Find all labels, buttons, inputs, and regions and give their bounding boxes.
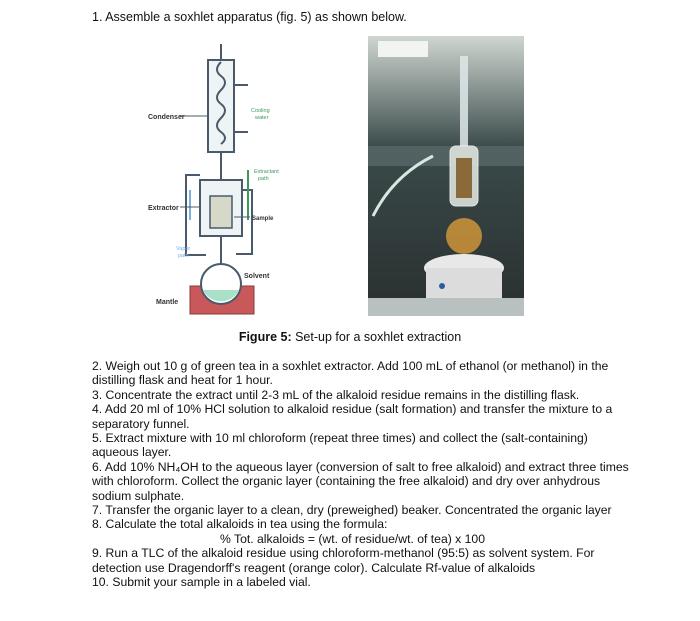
photo-control-knob — [439, 283, 445, 289]
label-condenser: Condenser — [148, 114, 185, 121]
step-6: 6. Add 10% NH₄OH to the aqueous layer (conversion of salt to free alkaloid) and extract three times with chloroform. Collect the organic layer (containing the free alkaloid) and dry over anhydrous sodium sulphate. — [92, 459, 629, 503]
photo-tea-sample — [456, 158, 472, 198]
sample-thimble — [210, 196, 232, 228]
label-mantle: Mantle — [156, 299, 179, 306]
condenser-shape — [208, 60, 234, 152]
apparatus-photo — [368, 36, 524, 316]
label-extractant-path: Extractant — [254, 169, 279, 175]
figure-label: Figure 5: — [238, 330, 292, 344]
photo-bench — [368, 298, 524, 316]
step-8: 8. Calculate the total alkaloids in tea using the formula: — [92, 517, 388, 532]
window-band — [368, 146, 524, 166]
step-5: 5. Extract mixture with 10 ml chloroform (repeat three times) and collect the (salt-containing) aqueous layer. — [92, 431, 588, 460]
label-vapor-path-2: path — [178, 253, 189, 259]
label-vapor-path: Vapor — [176, 246, 191, 252]
step-4: 4. Add 20 ml of 10% HCl solution to alkaloid residue (salt formation) and transfer the mixture to a separatory funnel. — [92, 402, 613, 431]
soxhlet-diagram — [148, 40, 348, 320]
step-3: 3. Concentrate the extract until 2-3 mL of the alkaloid residue remains in the distilling flask. — [92, 387, 580, 402]
label-cooling-water-2: water — [255, 115, 269, 121]
ceiling-light — [378, 41, 428, 57]
step-7: 7. Transfer the organic layer to a clean, dry (preweighed) beaker. Concentrated the organic layer — [92, 503, 612, 518]
step-10: 10. Submit your sample in a labeled vial. — [92, 575, 311, 590]
step-2: 2. Weigh out 10 g of green tea in a soxhlet extractor. Add 100 mL of ethanol (or methanol) in the distilling flask and heat for 1 hour. — [92, 359, 609, 388]
photo-mantle-base — [426, 268, 502, 298]
procedure-steps — [92, 359, 632, 590]
label-extractor: Extractor — [148, 205, 179, 212]
photo-condenser — [460, 56, 468, 146]
label-cooling-water: Cooling — [251, 108, 270, 114]
step-1-text: 1. Assemble a soxhlet apparatus (fig. 5) as shown below. — [92, 10, 407, 24]
label-extractant-path-2: path — [258, 176, 269, 182]
photo-flask — [446, 218, 482, 254]
step-9: 9. Run a TLC of the alkaloid residue using chloroform-methanol (95:5) as solvent system. For detection use Dragendorff's reagent (orange color). Calculate Rf-value of alkaloids — [92, 546, 595, 575]
label-solvent: Solvent — [244, 273, 270, 280]
alkaloid-formula: % Tot. alkaloids = (wt. of residue/wt. of tea) x 100 — [220, 531, 485, 546]
figure-text: Set-up for a soxhlet extraction — [291, 330, 462, 344]
figure-caption — [0, 330, 700, 344]
label-sample: Sample — [252, 216, 274, 222]
